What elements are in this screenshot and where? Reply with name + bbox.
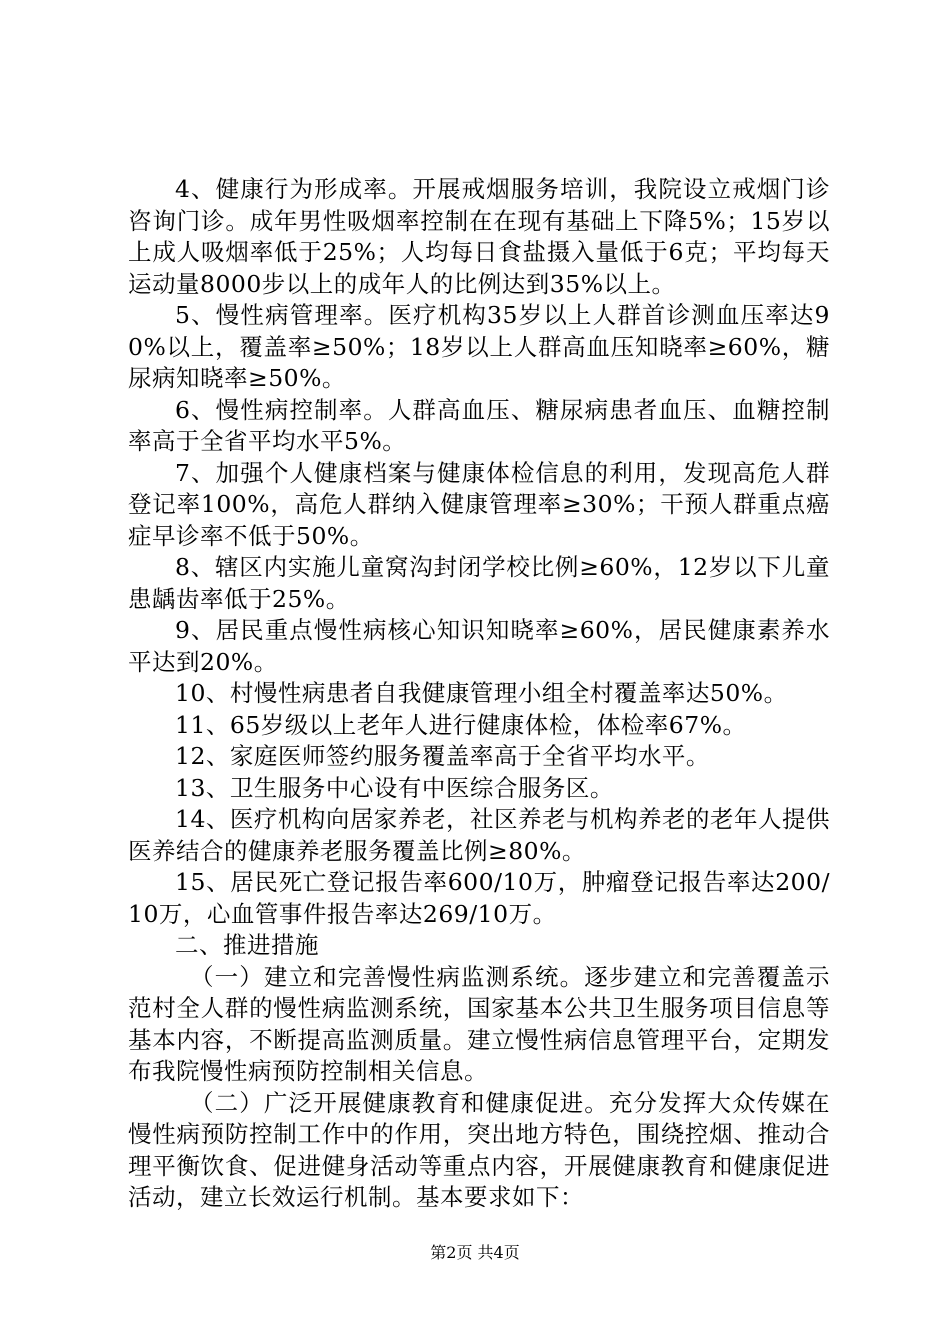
paragraph-item-6: 6、慢性病控制率。人群高血压、糖尿病患者血压、血糖控制率高于全省平均水平5%。 [128,395,830,455]
paragraph-item-13: 13、卫生服务中心设有中医综合服务区。 [175,773,614,802]
paragraph-item-5: 5、慢性病管理率。医疗机构35岁以上人群首诊测血压率达90%以上，覆盖率≥50%；18岁以上人群高血压知晓率≥60%，糖尿病知晓率≥50%。 [128,301,830,392]
page-number-label: 第2页 共4页 [430,1243,520,1262]
paragraph-item-14: 14、医疗机构向居家养老，社区养老与机构养老的老年人提供医养结合的健康养老服务覆盖比例≥80%。 [128,805,830,865]
paragraph-item-8: 8、辖区内实施儿童窝沟封闭学校比例≥60%，12岁以下儿童患龋齿率低于25%。 [128,553,830,613]
paragraph-item-12: 12、家庭医师签约服务覆盖率高于全省平均水平。 [175,742,710,770]
paragraph-item-7: 7、加强个人健康档案与健康体检信息的利用，发现高危人群登记率100%，高危人群纳入健康管理率≥30%；干预人群重点癌症早诊率不低于50%。 [128,458,830,550]
section-heading: 二、推进措施 [175,931,319,959]
document-body [128,174,830,1214]
paragraph-item-4: 4、健康行为形成率。开展戒烟服务培训，我院设立戒烟门诊咨询门诊。成年男性吸烟率控制在在现有基础上下降5%；15岁以上成人吸烟率低于25%；人均每日食盐摄入量低于6克；平均每天运动量8000步以上的成年人的比例达到35%以上。 [128,175,830,298]
paragraph-item-15: 15、居民死亡登记报告率600/10万，肿瘤登记报告率达200/10万，心血管事件报告率达269/10万。 [128,868,830,928]
page-footer [0,1243,950,1263]
paragraph-item-10: 10、村慢性病患者自我健康管理小组全村覆盖率达50%。 [175,679,788,707]
paragraph-item-11: 11、65岁级以上老年人进行健康体检，体检率67%。 [175,710,747,739]
paragraph-measure-2: （二）广泛开展健康教育和健康促进。充分发挥大众传媒在慢性病预防控制工作中的作用，突出地方特色，围绕控烟、推动合理平衡饮食、促进健身活动等重点内容，开展健康教育和健康促进活动，建立长效运行机制。基本要求如下： [128,1088,830,1211]
paragraph-measure-1: （一）建立和完善慢性病监测系统。逐步建立和完善覆盖示范村全人群的慢性病监测系统，国家基本公共卫生服务项目信息等基本内容，不断提高监测质量。建立慢性病信息管理平台，定期发布我院慢性病预防控制相关信息。 [128,962,830,1085]
paragraph-item-9: 9、居民重点慢性病核心知识知晓率≥60%，居民健康素养水平达到20%。 [128,616,830,676]
